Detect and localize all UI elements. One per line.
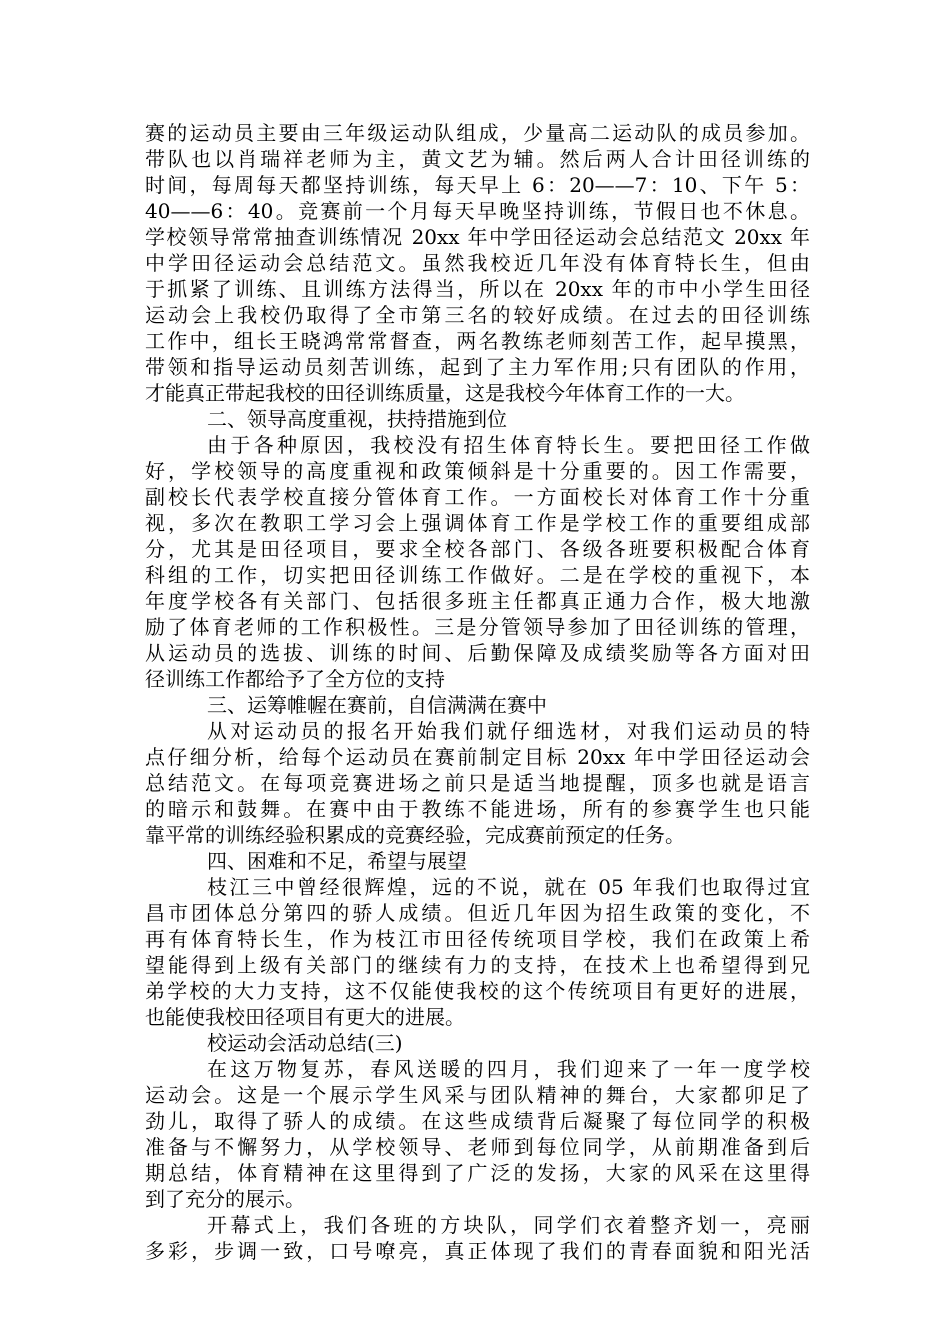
text-line: 40——6：40。竞赛前一个月每天早晚坚持训练，节假日也不休息。 <box>145 199 810 223</box>
text-line: 开幕式上，我们各班的方块队，同学们衣着整齐划一，亮丽 <box>207 1213 810 1237</box>
text-line: 总结范文。在每项竞赛进场之前只是适当地提醒，顶多也就是语言 <box>145 771 810 795</box>
text-line: 带领和指导运动员刻苦训练，起到了主力军作用;只有团队的作用， <box>145 355 810 379</box>
text-line: 励了体育老师的工作积极性。三是分管领导参加了田径训练的管理， <box>145 615 810 639</box>
text-line: 视，多次在教职工学习会上强调体育工作是学校工作的重要组成部 <box>145 511 810 535</box>
text-line: 分，尤其是田径项目，要求全校各部门、各级各班要积极配合体育 <box>145 537 810 561</box>
text-line: 运动会上我校仍取得了全市第三名的较好成绩。在过去的田径训练 <box>145 303 810 327</box>
text-line: 赛的运动员主要由三年级运动队组成，少量高二运动队的成员参加。 <box>145 121 810 145</box>
text-line: 在这万物复苏，春风送暖的四月，我们迎来了一年一度学校 <box>207 1057 810 1081</box>
text-line: 也能使我校田径项目有更大的进展。 <box>145 1005 465 1029</box>
text-line: 四、困难和不足，希望与展望 <box>207 849 467 873</box>
text-line: 于抓紧了训练、且训练方法得当，所以在 20xx 年的市中小学生田径 <box>145 277 810 301</box>
text-line: 准备与不懈努力，从学校领导、老师到每位同学，从前期准备到后 <box>145 1135 810 1159</box>
text-line: 工作中，组长王晓鸿常常督查，两名教练老师刻苦工作，起早摸黑， <box>145 329 810 353</box>
text-line: 靠平常的训练经验积累成的竞赛经验，完成赛前预定的任务。 <box>145 823 685 847</box>
document-page <box>145 120 810 1264</box>
text-line: 年度学校各有关部门、包括很多班主任都真正通力合作，极大地激 <box>145 589 810 613</box>
text-line: 多彩，步调一致，口号嘹亮，真正体现了我们的青春面貌和阳光活 <box>145 1239 810 1263</box>
text-line: 弟学校的大力支持，这不仅能使我校的这个传统项目有更好的进展， <box>145 979 810 1003</box>
text-line: 期总结，体育精神在这里得到了广泛的发扬，大家的风采在这里得 <box>145 1161 810 1185</box>
text-line: 再有体育特长生，作为枝江市田径传统项目学校，我们在政策上希 <box>145 927 810 951</box>
text-line: 科组的工作，切实把田径训练工作做好。二是在学校的重视下，本 <box>145 563 810 587</box>
text-line: 时间，每周每天都坚持训练，每天早上 6：20——7：10、下午 5： <box>145 173 810 197</box>
text-line: 昌市团体总分第四的骄人成绩。但近几年因为招生政策的变化，不 <box>145 901 810 925</box>
text-line: 从对运动员的报名开始我们就仔细选材，对我们运动员的特 <box>207 719 810 743</box>
text-line: 好，学校领导的高度重视和政策倾斜是十分重要的。因工作需要， <box>145 459 810 483</box>
text-line: 从运动员的选拔、训练的时间、后勤保障及成绩奖励等各方面对田 <box>145 641 810 665</box>
text-line: 学校领导常常抽查训练情况 20xx 年中学田径运动会总结范文 20xx 年 <box>145 225 810 249</box>
text-line: 枝江三中曾经很辉煌，远的不说，就在 05 年我们也取得过宜 <box>207 875 810 899</box>
text-line: 的暗示和鼓舞。在赛中由于教练不能进场，所有的参赛学生也只能 <box>145 797 810 821</box>
text-line: 二、领导高度重视，扶持措施到位 <box>207 407 507 431</box>
text-line: 三、运筹帷幄在赛前，自信满满在赛中 <box>207 693 547 717</box>
text-line: 中学田径运动会总结范文。虽然我校近几年没有体育特长生，但由 <box>145 251 810 275</box>
text-line: 运动会。这是一个展示学生风采与团队精神的舞台，大家都卯足了 <box>145 1083 810 1107</box>
text-line: 校运动会活动总结(三) <box>207 1031 403 1055</box>
text-line: 劲儿，取得了骄人的成绩。在这些成绩背后凝聚了每位同学的积极 <box>145 1109 810 1133</box>
text-line: 带队也以肖瑞祥老师为主，黄文艺为辅。然后两人合计田径训练的 <box>145 147 810 171</box>
text-line: 望能得到上级有关部门的继续有力的支持，在技术上也希望得到兄 <box>145 953 810 977</box>
text-line: 副校长代表学校直接分管体育工作。一方面校长对体育工作十分重 <box>145 485 810 509</box>
text-line: 才能真正带起我校的田径训练质量，这是我校今年体育工作的一大。 <box>145 381 745 405</box>
text-line: 径训练工作都给予了全方位的支持 <box>145 667 445 691</box>
text-line: 由于各种原因，我校没有招生体育特长生。要把田径工作做 <box>207 433 810 457</box>
text-line: 到了充分的展示。 <box>145 1187 305 1211</box>
text-line: 点仔细分析，给每个运动员在赛前制定目标 20xx 年中学田径运动会 <box>145 745 810 769</box>
